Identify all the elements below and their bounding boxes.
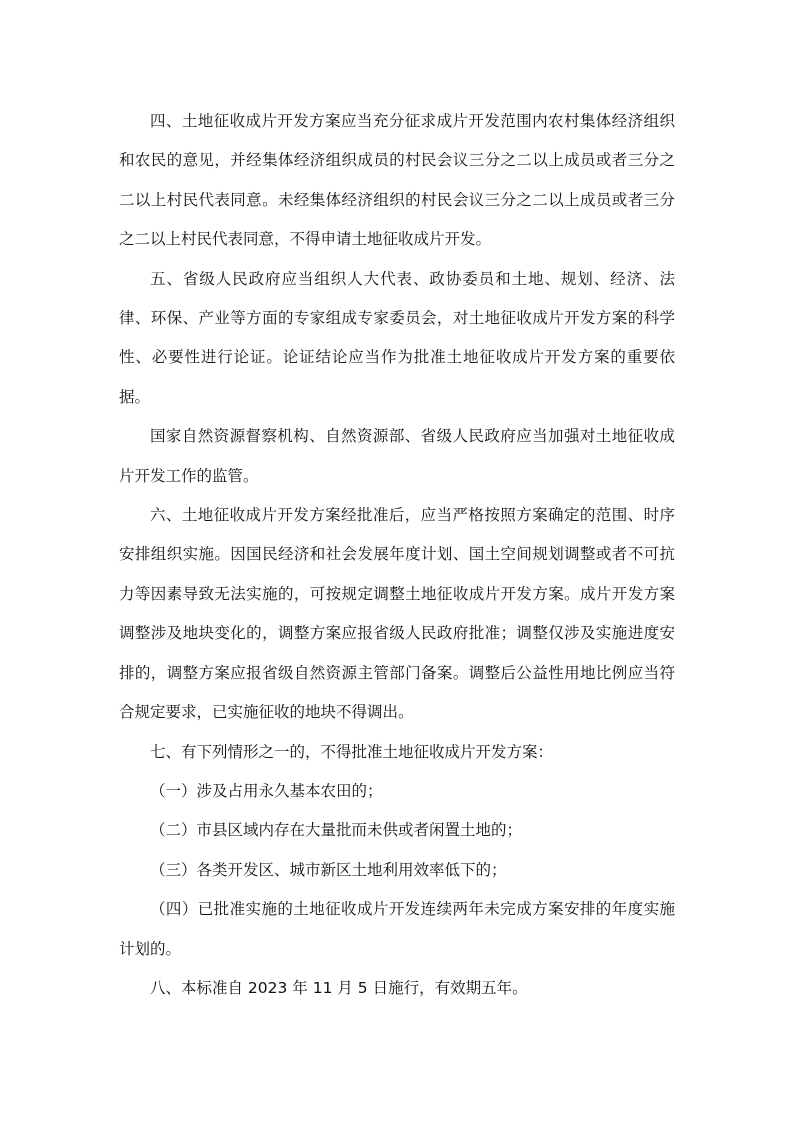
list-item-2: （二）市县区域内存在大量批而未供或者闲置土地的； (150, 821, 523, 840)
document-body (119, 102, 675, 1008)
paragraph-article-5: 五、省级人民政府应当组织人大代表、政协委员和土地、规划、经济、法律、环保、产业等方面的专家组成专家委员会，对土地征收成片开发方案的科学性、必要性进行论证。论证结论应当作为批准土地征收成片开发方案的重要依据。 (119, 269, 675, 406)
paragraph-article-6: 六、土地征收成片开发方案经批准后，应当严格按照方案确定的范围、时序安排组织实施。因国民经济和社会发展年度计划、国土空间规划调整或者不可抗力等因素导致无法实施的，可按规定调整土地征收成片开发方案。成片开发方案调整涉及地块变化的，调整方案应报省级人民政府批准；调整仅涉及实施进度安排的，调整方案应报省级自然资源主管部门备案。调整后公益性用地比例应当符合规定要求，已实施征收的地块不得调出。 (119, 506, 675, 722)
paragraph-article-8: 八、本标准自 2023 年 11 月 5 日施行，有效期五年。 (150, 978, 528, 997)
paragraph-article-7: 七、有下列情形之一的，不得批准土地征收成片开发方案： (150, 742, 554, 761)
list-item-1: （一）涉及占用永久基本农田的； (150, 781, 383, 800)
paragraph-supervision: 国家自然资源督察机构、自然资源部、省级人民政府应当加强对土地征收成片开发工作的监管。 (119, 427, 675, 485)
paragraph-article-4: 四、土地征收成片开发方案应当充分征求成片开发范围内农村集体经济组织和农民的意见，并经集体经济组织成员的村民会议三分之二以上成员或者三分之二以上村民代表同意。未经集体经济组织的村民会议三分之二以上成员或者三分之二以上村民代表同意，不得申请土地征收成片开发。 (119, 112, 675, 249)
list-item-4: （四）已批准实施的土地征收成片开发连续两年未完成方案安排的年度实施计划的。 (119, 900, 675, 958)
list-item-3: （三）各类开发区、城市新区土地利用效率低下的； (150, 860, 507, 879)
